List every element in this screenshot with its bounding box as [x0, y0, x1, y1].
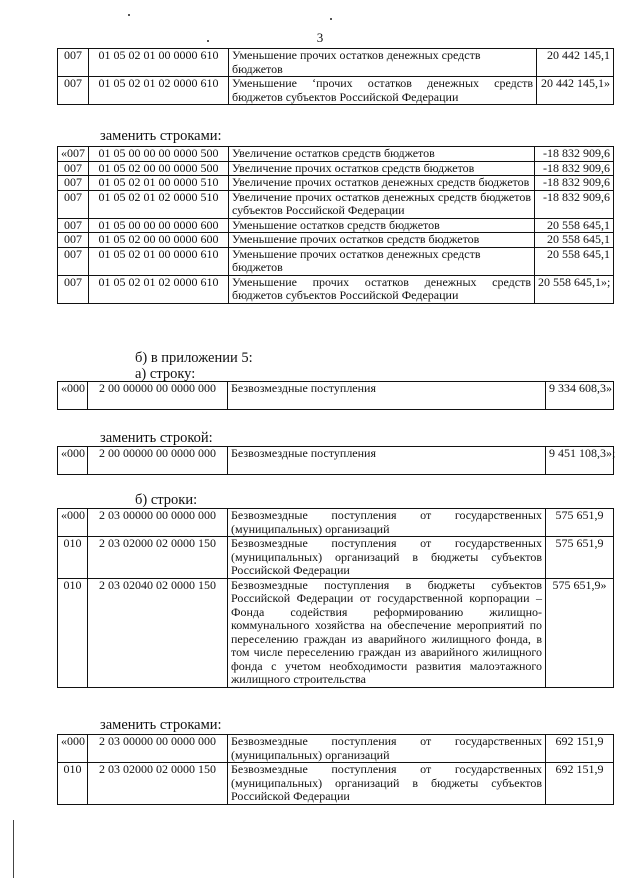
- table-row: [58, 763, 614, 805]
- sum-cell: -18 832 909,6: [535, 190, 614, 218]
- table-row: [58, 147, 614, 162]
- name-cell: Безвозмездные поступления от государственных (муниципальных) организаций в бюджеты субъектов Российской Федерации: [228, 537, 546, 579]
- heading-rows-b: б) строки:: [135, 492, 198, 508]
- table-row: [58, 447, 614, 475]
- kbk-cell: 01 05 02 01 02 0000 510: [89, 190, 229, 218]
- name-cell: Увеличение прочих остатков средств бюджетов: [229, 161, 535, 176]
- table-row: [58, 49, 614, 77]
- kbk-cell: 01 05 02 01 00 0000 610: [89, 247, 229, 275]
- table-row: [58, 509, 614, 537]
- table-row: [58, 77, 614, 105]
- scan-speck: [207, 40, 209, 42]
- table-row: [58, 578, 614, 687]
- sum-cell: 20 442 145,1»: [537, 77, 614, 105]
- table-old-rows-section-a: [57, 48, 614, 105]
- kbk-cell: 2 03 02000 02 0000 150: [88, 763, 228, 805]
- name-cell: Уменьшение прочих остатков денежных средств бюджетов: [229, 49, 537, 77]
- table-row: [58, 233, 614, 248]
- code-cell: 007: [58, 190, 89, 218]
- kbk-cell: 2 03 00000 00 0000 000: [88, 735, 228, 763]
- sum-cell: -18 832 909,6: [535, 161, 614, 176]
- name-cell: Уменьшение прочих остатков средств бюджетов: [229, 233, 535, 248]
- table-new-row-receipts: [57, 446, 614, 475]
- table-row: [58, 735, 614, 763]
- code-cell: 007: [58, 275, 89, 303]
- sum-cell: 575 651,9»: [546, 578, 614, 687]
- kbk-cell: 01 05 02 01 00 0000 510: [89, 176, 229, 191]
- code-cell: «000: [58, 509, 88, 537]
- kbk-cell: 2 00 00000 00 0000 000: [88, 447, 228, 475]
- sum-cell: 20 558 645,1: [535, 247, 614, 275]
- sum-cell: 9 451 108,3»;: [546, 447, 614, 475]
- kbk-cell: 01 05 00 00 00 0000 600: [89, 218, 229, 233]
- table-old-row-receipts: [57, 381, 614, 410]
- sum-cell: 20 442 145,1: [537, 49, 614, 77]
- kbk-cell: 2 03 02040 02 0000 150: [88, 578, 228, 687]
- code-cell: 007: [58, 233, 89, 248]
- scan-speck: [128, 14, 130, 16]
- table-row: [58, 537, 614, 579]
- table-new-rows-section-b: [57, 734, 614, 805]
- sum-cell: 692 151,9: [546, 735, 614, 763]
- kbk-cell: 01 05 02 00 00 0000 500: [89, 161, 229, 176]
- name-cell: Уменьшение остатков средств бюджетов: [229, 218, 535, 233]
- table-old-rows-section-b: [57, 508, 614, 688]
- sum-cell: 20 558 645,1: [535, 233, 614, 248]
- table-row: [58, 275, 614, 303]
- page-number: 3: [316, 30, 324, 45]
- name-cell: Уменьшение прочих остатков денежных средств бюджетов субъектов Российской Федерации: [229, 275, 535, 303]
- code-cell: «007: [58, 147, 89, 162]
- code-cell: «000: [58, 735, 88, 763]
- name-cell: Безвозмездные поступления: [228, 447, 546, 475]
- code-cell: 007: [58, 218, 89, 233]
- name-cell: Уменьшение прочих остатков денежных средств бюджетов: [229, 247, 535, 275]
- code-cell: 007: [58, 77, 89, 105]
- heading-annex-5: б) в приложении 5:: [135, 350, 253, 366]
- kbk-cell: 01 05 02 01 00 0000 610: [89, 49, 229, 77]
- name-cell: Безвозмездные поступления от государственных (муниципальных) организаций в бюджеты субъектов Российской Федерации: [228, 763, 546, 805]
- code-cell: 010: [58, 763, 88, 805]
- table-row: [58, 247, 614, 275]
- name-cell: Увеличение остатков средств бюджетов: [229, 147, 535, 162]
- sum-cell: 575 651,9: [546, 537, 614, 579]
- sum-cell: -18 832 909,6: [535, 147, 614, 162]
- sum-cell: -18 832 909,6: [535, 176, 614, 191]
- table-new-rows-section-a: [57, 146, 614, 304]
- kbk-cell: 01 05 02 00 00 0000 600: [89, 233, 229, 248]
- code-cell: 010: [58, 537, 88, 579]
- table-row: [58, 190, 614, 218]
- table-row: [58, 382, 614, 410]
- heading-replace-rows: заменить строками:: [100, 717, 222, 733]
- code-cell: 007: [58, 247, 89, 275]
- name-cell: Уменьшение ‘прочих остатков денежных средств бюджетов субъектов Российской Федерации: [229, 77, 537, 105]
- name-cell: Безвозмездные поступления от государственных (муниципальных) организаций: [228, 735, 546, 763]
- table-row: [58, 161, 614, 176]
- scan-speck: [330, 18, 332, 20]
- kbk-cell: 2 03 02000 02 0000 150: [88, 537, 228, 579]
- sum-cell: 9 334 608,3»: [546, 382, 614, 410]
- heading-replace-rows: заменить строками:: [100, 128, 222, 144]
- kbk-cell: 01 05 00 00 00 0000 500: [89, 147, 229, 162]
- name-cell: Увеличение прочих остатков денежных средств бюджетов: [229, 176, 535, 191]
- kbk-cell: 01 05 02 01 02 0000 610: [89, 275, 229, 303]
- heading-row-a: а) строку:: [135, 366, 196, 382]
- table-row: [58, 218, 614, 233]
- table-row: [58, 176, 614, 191]
- name-cell: Увеличение прочих остатков денежных средств бюджетов субъектов Российской Федерации: [229, 190, 535, 218]
- code-cell: «000: [58, 447, 88, 475]
- kbk-cell: 01 05 02 01 02 0000 610: [89, 77, 229, 105]
- code-cell: 007: [58, 176, 89, 191]
- name-cell: Безвозмездные поступления от государственных (муниципальных) организаций: [228, 509, 546, 537]
- sum-cell: 692 151,9: [546, 763, 614, 805]
- code-cell: 007: [58, 161, 89, 176]
- name-cell: Безвозмездные поступления в бюджеты субъектов Российской Федерации от государственной корпорации – Фонда содействия реформированию жилищно-коммунального хозяйства на обеспечение мероприятий по переселению граждан из аварийного жилищного фонда, в том числе переселению граждан из аварийного жилищного фонда с учетом необходимости развития малоэтажного жилищного строительства: [228, 578, 546, 687]
- sum-cell: 20 558 645,1: [535, 218, 614, 233]
- code-cell: 010: [58, 578, 88, 687]
- sum-cell: 20 558 645,1»;: [535, 275, 614, 303]
- kbk-cell: 2 00 00000 00 0000 000: [88, 382, 228, 410]
- code-cell: 007: [58, 49, 89, 77]
- name-cell: Безвозмездные поступления: [228, 382, 546, 410]
- heading-replace-row: заменить строкой:: [100, 430, 213, 446]
- sum-cell: 575 651,9: [546, 509, 614, 537]
- code-cell: «000: [58, 382, 88, 410]
- scan-margin-line: [13, 820, 14, 878]
- kbk-cell: 2 03 00000 00 0000 000: [88, 509, 228, 537]
